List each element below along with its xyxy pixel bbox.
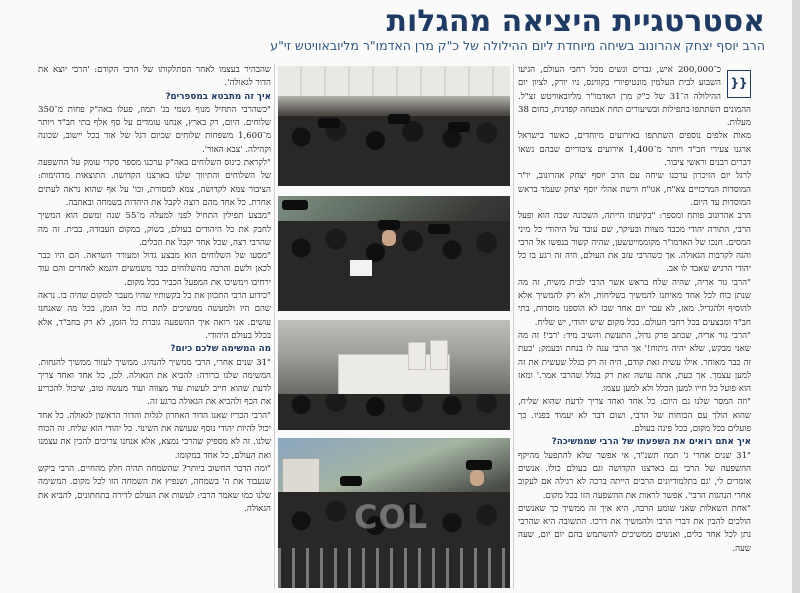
hat — [448, 122, 470, 132]
section-heading: מה המשימה שלכם כיום? — [170, 344, 271, 355]
hat — [318, 118, 340, 128]
hat — [428, 224, 450, 234]
face — [382, 230, 396, 246]
section-heading: איך זה מתבטא במספרים? — [165, 91, 271, 102]
body-paragraph: "מבצע תפילין התחיל לפני למעלה מ־55 שנה ומשם הוא המשיך לחבק את כל היהודים בעולם, בשוק, במקום העבודה, בבית. זה מה שהרבי רצה, שכל אחד יקבל את הכלים. — [38, 211, 271, 248]
body-paragraph: "לקראת כינוס השלוחים באה"ק ערכנו מספר סקרי עומק על ההשפעה של השלוחים והתיווך שלנו בארצנו הקדושה. התוצאות מדהימות: הציבור צמא לקדושה, צמא למסורת, וכו' על אף שהוא נראה לעתים אחרת. כל אחד מהם רוצה לקבל את היהדות בשמחה ובאהבה. — [38, 158, 271, 208]
article-title: אסטרטגיית היציאה מהגלות — [386, 4, 765, 39]
photo-crowd-tent — [278, 66, 510, 186]
body-paragraph: "הרבי גור אריה, שכתב פרק גדול, התעשת והשיב מיד: 'רבי! זה מה שאני מבקש, שלא יהיה ניתוח!' אך הרבי ענה לו בנחת ובעמק: 'כעת זה כבר מאוחר. אילו עשית זאת קודם, היה זה רק בגלל שעשית את זה למען עצמך. אך כעת, אתה עושה זאת רק בגלל שהרבי אמר.' ומאז הוא פועל כל חייו למען הכלל ולא למען עצמו. — [518, 330, 751, 395]
body-paragraph: "וזה המסר שלנו גם היום: כל אחד ואחד צריך לדעת שהוא שליח, שהוא הולך עם הכוחות של הרבי, ושום דבר לא יעמוד בפניו. כך פועלים בכל מקום, בכל פינה בעולם. — [518, 397, 751, 435]
magazine-logo: {{ — [727, 70, 751, 98]
face — [470, 470, 484, 486]
hat — [388, 114, 410, 124]
body-paragraph: "אחת השאלות שאני שומע הרבה, היא איך זה ממשיך כך שאנשים הולכים להבין את דברי הרבי ולהמשיך את דרכו. התשובה היא שהרבי נתן לכל אחד כלים, ואנשים ממשיכים להשתמש בהם יום יום, שעה שעה. — [518, 503, 751, 554]
body-paragraph: מאות אלפים נוספים השתתפו באירועים מיוחדים, כאשר בישראל ארגנו צעירי חב"ד ויותר מ־1,400 אירועים ציבוריים שבהם נשאו דברים רבנים וראשי ציבור. — [518, 131, 751, 169]
photo-street-crowd — [278, 438, 510, 588]
headstone — [430, 340, 448, 370]
body-paragraph: "ומה הדבר החשוב ביותר? שהשמחה תהיה חלק מהחיים. הרבי ביקש שנעבוד את ה' בשמחה, ושנפיץ את השמחה הזו לכל מקום. המשימה שלנו כמו שאמר הרבי: לעשות את העולם לדירה בתחתונים, להביא את הגאולה. — [38, 463, 271, 514]
body-paragraph: לרגל יום הזיכרון ערכנו שיחה עם הרב יוסף יצחק אהרונוב, יו"ר המוסדות המרכזיים צא"ח, אגו"ח ורשת אהלי יוסף יצחק שעמד בראש המוסדות עד היום. — [518, 171, 751, 208]
column-divider — [513, 64, 514, 589]
hat — [466, 460, 492, 470]
body-paragraph: "הרבי גור אריה, שהיה שלח בראש אשר הרבי לבית משיח, זה מה שנתן כוח לכל אחד מאיתנו להמשיך בשליחות, ולא רק להמשיך אלא להוסיף ולהגדיל. מאז, לא עבר יום אחד שבו לא הוספנו מוסדות, בתי חב"ד ומבצעים בכל רחבי העולם. בכל מקום שיש יהודי, יש שליח. — [518, 277, 751, 328]
body-paragraph: "כשהרבי התחיל מנוף גשמי בג' תמוז, פעלו באה"ק פחות מ־350 שלוחים. היום, רק בארץ, אנחנו עומדים על סף אלף בתי חב"ד ויותר מ־1,600 משפחות שלוחים שכיום דגל של אור בכל יישוב, שכונה וקהילה. 'צבא האור'. — [38, 104, 271, 155]
page-edge — [792, 0, 800, 593]
body-paragraph: שהבהיר בעצמו לאחר הסתלקותו של הרבי הקודם: 'הרבי יוצא את הדור לגאולה'. — [38, 65, 271, 89]
headstone — [408, 342, 426, 370]
fence — [278, 548, 510, 588]
hat — [340, 476, 362, 486]
text-column-left — [38, 64, 271, 589]
body-paragraph: "הרבי הכריז שאנו הדור האחרון לגלות והדור הראשון לגאולה. כל אחד יכול להיות יהודי נוסף שעושה את השינוי. כל יהודי הוא שליח. זה הכוח שלנו. זה לא מספיק שהרבי נמצא, אלא אנחנו צריכים להכין את עצמנו ואת העולם, כל אחד במקומו. — [38, 410, 271, 461]
section-heading: איך אתם רואים את השפעתו של הרבי שממשיכה? — [551, 437, 751, 448]
text-column-right — [518, 64, 751, 589]
article-subtitle: הרב יוסף יצחק אהרונוב בשיחה מיוחדת ליום ההילולה של כ"ק מרן האדמו"ר מליובאוויטש זי"ע — [270, 38, 765, 53]
body-paragraph: הרב אהרונוב פותח ומספר: "בקיעתו הייתה, השכונה שבה הוא ופעל הרבי, התורה יהודי מכבד מצוות ובעיקר, שם עובד על היהודי כל מיני המסים. חנכו של האדמו"ר מקוממייטשען, שהיה קשור בנפשו אל הרבי והגה לקרבות הגאולה. אך כשהרבי עזב את העולם, היה זה רגע בו כל יהודי הרגיש שאבד לו אב. — [518, 211, 751, 275]
body-paragraph: "31 שנים אחרי ג' תמוז תשנ"ד, אי אפשר שלא להתפעל מהיקף ההשפעה של הרבי גם בארצנו הקדושה וגם בעולם כולו. אנשים אומרים לי, 'גם בתלמודיונים הרבים הייתה ברכה לא רגילה אם לעקוב אחרי הנהגות הרבי'. אפשר לראות את ההשפעה הזו בכל מקום. — [518, 450, 751, 501]
paper — [350, 260, 372, 276]
hat — [378, 220, 400, 230]
column-divider — [274, 64, 275, 589]
watermark-logo: COL — [354, 498, 429, 536]
body-paragraph: "31 שנים אחרי, הרבי ממשיך להנהיג. ממשיך לעזור ממשיך להנחות. המשימה שלנו ברורה: להביא את הגאולה. לכן, כל אחד ואחד צריך לדעת שהוא חייב לעשות עוד מצווה ועוד מעשה טוב, שיכול להכריע את הכף ולהביא את הגאולה ברגע זה. — [38, 357, 271, 408]
photo-visitors-reading — [278, 196, 510, 311]
crowd — [278, 116, 510, 186]
body-paragraph: כ־200,000 איש, גברים ונשים מכל רחבי העולם, הגיעו השבוע לבית העלמין מונטיפיורי בקווינס, ניו יורק, לציון יום ההילולה ה־31 של כ"ק מרן האדמו"ר מליובאוויטש זצ"ל. ההמונים השתתפו בתפילות ובשיעורים תחת אבטחה קפדנית, בחום 38 מעלות. — [518, 65, 751, 129]
body-paragraph: "כידוע הרבי התכוון את כל בקשותיו שהיו מעבר למקום שהיה בו. נראה שהם היו ולמעשה ממשיכים לתת כוח כל הזמן, בכל מה שאנחנו עושים. אני רואה איך ההשפעה גוברת כל הזמן, לא רק בחב"ד, אלא בכלל בעולם היהודי. — [38, 291, 271, 341]
tent-roof — [278, 66, 510, 96]
body-paragraph: "מסעו של השלוחים הוא מבצע גדול ומעורר השראה. הם היו כבר לכאן ולשם והרבה מהשלוחים כבר משמשים דוגמא לאחרים והם עוד ירחיבו וימשיכו את המפעל הכביר בכל מקום. — [38, 251, 271, 288]
photo-ohel-gravesite — [278, 320, 510, 430]
crowd — [278, 394, 510, 430]
hat — [282, 200, 308, 210]
